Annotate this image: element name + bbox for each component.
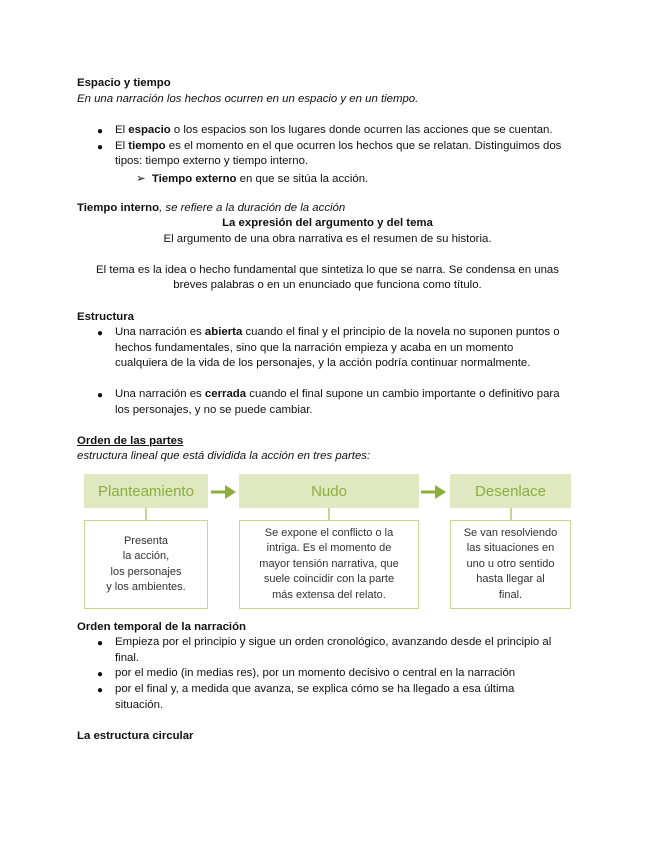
- list-item-abierta-line3: cualquiera de la vida de los personajes, y la acción podría continuar normalmente.: [115, 357, 531, 369]
- heading-estructura-circular: La estructura circular: [77, 730, 194, 742]
- list-item-final-line2: situación.: [115, 699, 164, 711]
- bullet: ●: [97, 142, 104, 153]
- sub-list-item-tiempo-externo: ➢ Tiempo externo en que se sitúa la acción.: [136, 173, 369, 185]
- header-desenlace: Desenlace: [450, 474, 571, 508]
- desc-desenlace: Se van resolviendo las situaciones en uno u otro sentido hasta llegar al final.: [450, 520, 571, 609]
- header-nudo: Nudo: [239, 474, 419, 508]
- subtitle-orden-partes: estructura lineal que está dividida la acción en tres partes:: [77, 450, 371, 462]
- bullet: ●: [97, 669, 104, 680]
- heading-orden-temporal: Orden temporal de la narración: [77, 621, 247, 633]
- list-item-final: por el final y, a medida que avanza, se explica cómo se ha llegado a esa última: [115, 683, 515, 695]
- list-item-medio: por el medio (in medias res), por un momento decisivo o central en la narración: [115, 667, 516, 679]
- connector-line: [510, 508, 512, 520]
- connector-line: [145, 508, 147, 520]
- heading-espacio-tiempo: Espacio y tiempo: [77, 77, 171, 89]
- header-planteamiento: Planteamiento: [84, 474, 208, 508]
- list-item-cerrada: Una narración es cerrada cuando el final supone un cambio importante o definitivo para: [115, 388, 560, 400]
- right-arrow-icon: [421, 482, 447, 502]
- connector-line: [328, 508, 330, 520]
- list-item-espacio: El espacio o los espacios son los lugares donde ocurren las acciones que se cuentan.: [115, 124, 553, 136]
- list-item-cerrada-line2: los personajes, y no se puede cambiar.: [115, 404, 313, 416]
- list-item-principio: Empieza por el principio y sigue un orden cronológico, avanzando desde el principio al: [115, 636, 552, 648]
- list-item-abierta: Una narración es abierta cuando el final y el principio de la novela no suponen puntos o: [115, 326, 560, 338]
- list-item-abierta-line2: hechos fundamentales, sino que la narración empieza y acaba en un momento: [115, 342, 514, 354]
- heading-estructura: Estructura: [77, 311, 134, 323]
- heading-argumento-tema: La expresión del argumento y del tema: [222, 217, 433, 229]
- bullet: ●: [97, 685, 104, 696]
- bullet: ●: [97, 638, 104, 649]
- list-item-tiempo-line2: tipos: tiempo externo y tiempo interno.: [115, 155, 309, 167]
- tiempo-interno-line: Tiempo interno, se refiere a la duración de la acción: [77, 202, 346, 214]
- tema-definition-line2: breves palabras o en un enunciado que funciona como título.: [173, 279, 482, 291]
- subtitle-espacio-tiempo: En una narración los hechos ocurren en un espacio y en un tiempo.: [77, 93, 419, 105]
- arrow-bullet-icon: ➢: [136, 173, 146, 185]
- right-arrow-icon: [211, 482, 237, 502]
- bullet: ●: [97, 328, 104, 339]
- list-item-tiempo: El tiempo es el momento en el que ocurren los hechos que se relatan. Distinguimos dos: [115, 140, 562, 152]
- desc-nudo: Se expone el conflicto o la intriga. Es el momento de mayor tensión narrativa, que suele coincidir con la parte más extensa del relato.: [239, 520, 419, 609]
- bullet: ●: [97, 126, 104, 137]
- heading-orden-partes: Orden de las partes: [77, 435, 184, 447]
- tema-definition-line1: El tema es la idea o hecho fundamental que sintetiza lo que se narra. Se condensa en unas: [96, 264, 559, 276]
- argumento-definition: El argumento de una obra narrativa es el resumen de su historia.: [163, 233, 492, 245]
- desc-planteamiento: Presenta la acción, los personajes y los ambientes.: [84, 520, 208, 609]
- list-item-principio-line2: final.: [115, 652, 140, 664]
- bullet: ●: [97, 390, 104, 401]
